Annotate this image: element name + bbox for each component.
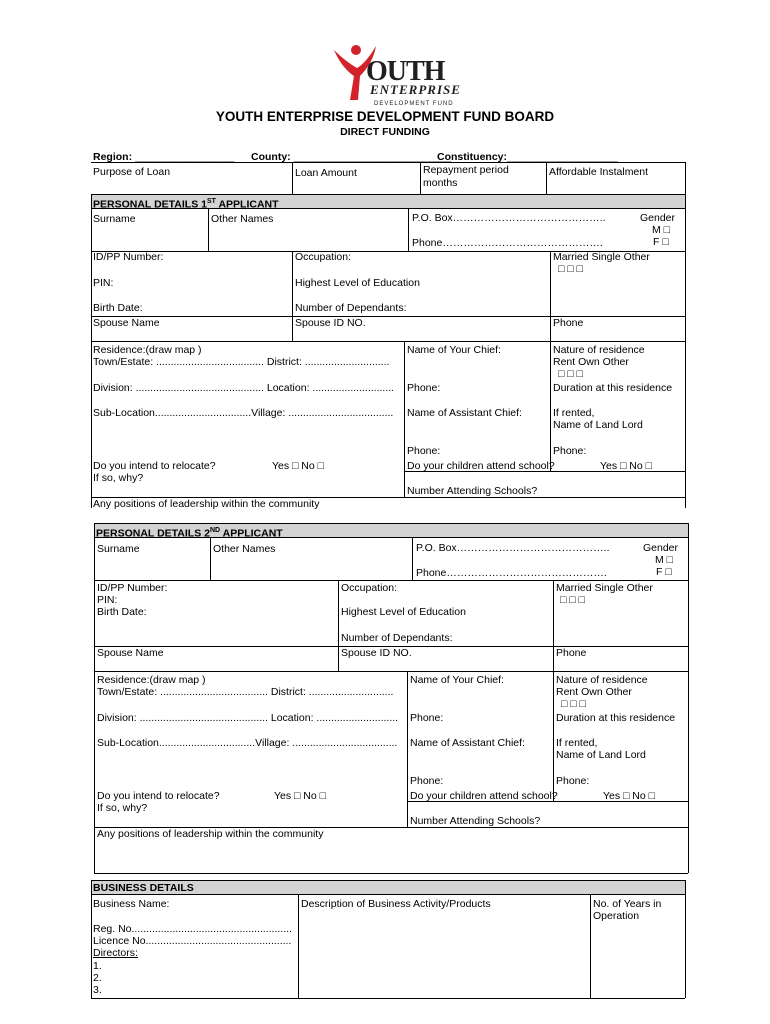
app2-chief-name-field[interactable]: Name of Your Chief: bbox=[410, 674, 504, 686]
logo-word-enterprise: ENTERPRISE bbox=[370, 82, 461, 97]
app1-dependants-field[interactable]: Number of Dependants: bbox=[295, 302, 407, 314]
app2-pin-field[interactable]: PIN: bbox=[97, 594, 118, 606]
app1-surname-field[interactable]: Surname bbox=[93, 213, 136, 225]
app1-spouse-id-field[interactable]: Spouse ID NO. bbox=[295, 317, 366, 329]
app1-marital-status-label: Married Single Other bbox=[553, 251, 650, 263]
app2-children-yes-no[interactable]: Yes □ No □ bbox=[603, 790, 655, 802]
app2-surname-field[interactable]: Surname bbox=[97, 543, 140, 555]
app1-chief-name-field[interactable]: Name of Your Chief: bbox=[407, 344, 501, 356]
business-licence-no-field[interactable]: Licence No.................................................. bbox=[93, 935, 292, 947]
app2-assistant-chief-phone-field[interactable]: Phone: bbox=[410, 775, 444, 787]
app1-num-schools-field[interactable]: Number Attending Schools? bbox=[407, 485, 538, 497]
app1-birth-date-field[interactable]: Birth Date: bbox=[93, 302, 143, 314]
app1-spouse-name-field[interactable]: Spouse Name bbox=[93, 317, 160, 329]
page-subtitle: DIRECT FUNDING bbox=[340, 126, 430, 138]
app2-sublocation-village-field[interactable]: Sub-Location.................................Village: .................................... bbox=[97, 737, 398, 749]
app2-if-rented-label: If rented, bbox=[556, 737, 598, 749]
app2-nature-residence-label: Nature of residence bbox=[556, 674, 648, 686]
app1-division-location-field[interactable]: Division: ............................................ Location: ............................ bbox=[93, 382, 395, 394]
app2-duration-field[interactable]: Duration at this residence bbox=[556, 712, 676, 724]
app1-other-names-field[interactable]: Other Names bbox=[211, 213, 274, 225]
app1-gender-male-checkbox[interactable]: M □ bbox=[652, 224, 671, 236]
app1-spouse-phone-field[interactable]: Phone bbox=[553, 317, 584, 329]
app2-residence-options: Rent Own Other bbox=[556, 686, 632, 698]
app1-duration-field[interactable]: Duration at this residence bbox=[553, 382, 673, 394]
app1-residence-checkboxes[interactable]: □ □ □ bbox=[558, 368, 583, 380]
app1-relocate-yes-no[interactable]: Yes □ No □ bbox=[272, 460, 324, 472]
app1-marital-status-checkboxes[interactable]: □ □ □ bbox=[558, 263, 583, 275]
app2-chief-phone-field[interactable]: Phone: bbox=[410, 712, 444, 724]
repayment-period-field[interactable]: Repayment period bbox=[423, 164, 509, 176]
app1-nature-residence-label: Nature of residence bbox=[553, 344, 645, 356]
app1-sublocation-village-field[interactable]: Sub-Location.................................Village: .................................... bbox=[93, 407, 394, 419]
app2-gender-female-checkbox[interactable]: F □ bbox=[656, 566, 672, 578]
app1-assistant-chief-field[interactable]: Name of Assistant Chief: bbox=[407, 407, 522, 419]
app2-spouse-name-field[interactable]: Spouse Name bbox=[97, 647, 164, 659]
business-name-field[interactable]: Business Name: bbox=[93, 898, 170, 910]
business-heading: BUSINESS DETAILS bbox=[93, 882, 194, 894]
app1-relocate-why-field[interactable]: If so, why? bbox=[93, 472, 144, 484]
app1-po-box-field[interactable]: P.O. Box…………………………………….. bbox=[412, 212, 606, 224]
app2-assistant-chief-field[interactable]: Name of Assistant Chief: bbox=[410, 737, 525, 749]
app1-relocate-question: Do you intend to relocate? bbox=[93, 460, 216, 472]
app2-birth-date-field[interactable]: Birth Date: bbox=[97, 606, 147, 618]
app1-education-field[interactable]: Highest Level of Education bbox=[295, 277, 420, 289]
app1-assistant-chief-phone-field[interactable]: Phone: bbox=[407, 445, 441, 457]
app2-landlord-field[interactable]: Name of Land Lord bbox=[556, 749, 646, 761]
repayment-months-label: months bbox=[423, 177, 458, 189]
app2-town-district-field[interactable]: Town/Estate: ..................................... District: ............................. bbox=[97, 686, 394, 698]
constituency-label: Constituency:___________________ bbox=[437, 151, 618, 163]
logo-word-outh: OUTH bbox=[366, 56, 445, 87]
region-label: Region: _________________ bbox=[93, 151, 235, 163]
app1-residence-label: Residence:(draw map ) bbox=[93, 344, 202, 356]
app2-division-location-field[interactable]: Division: ............................................ Location: ............................ bbox=[97, 712, 399, 724]
app2-gender-male-checkbox[interactable]: M □ bbox=[655, 554, 674, 566]
app2-leadership-field[interactable]: Any positions of leadership within the community bbox=[97, 828, 324, 840]
app2-po-box-field[interactable]: P.O. Box…………………………………….. bbox=[416, 542, 610, 554]
app2-marital-status-checkboxes[interactable]: □ □ □ bbox=[560, 594, 585, 606]
app2-phone-field[interactable]: Phone………………………………………. bbox=[416, 567, 607, 579]
logo bbox=[330, 42, 461, 107]
app2-residence-label: Residence:(draw map ) bbox=[97, 674, 206, 686]
app2-children-school-question: Do your children attend school? bbox=[410, 790, 558, 802]
director-2-field[interactable]: 2. bbox=[93, 972, 102, 984]
app2-spouse-phone-field[interactable]: Phone bbox=[556, 647, 587, 659]
app2-education-field[interactable]: Highest Level of Education bbox=[341, 606, 466, 618]
app2-gender-label: Gender bbox=[643, 542, 679, 554]
business-description-field[interactable]: Description of Business Activity/Products bbox=[301, 898, 491, 910]
app2-other-names-field[interactable]: Other Names bbox=[213, 543, 276, 555]
app1-children-yes-no[interactable]: Yes □ No □ bbox=[600, 460, 652, 472]
app1-gender-female-checkbox[interactable]: F □ bbox=[653, 236, 669, 248]
applicant-2-heading: PERSONAL DETAILS 2ND APPLICANT bbox=[96, 527, 283, 540]
app2-relocate-question: Do you intend to relocate? bbox=[97, 790, 220, 802]
affordable-instalment-field[interactable]: Affordable Instalment bbox=[549, 166, 649, 178]
app2-residence-checkboxes[interactable]: □ □ □ bbox=[561, 698, 586, 710]
app1-landlord-field[interactable]: Name of Land Lord bbox=[553, 419, 643, 431]
app1-id-number-field[interactable]: ID/PP Number: bbox=[93, 251, 164, 263]
app2-relocate-why-field[interactable]: If so, why? bbox=[97, 802, 148, 814]
app2-dependants-field[interactable]: Number of Dependants: bbox=[341, 632, 453, 644]
app2-id-number-field[interactable]: ID/PP Number: bbox=[97, 582, 168, 594]
app1-town-district-field[interactable]: Town/Estate: ..................................... District: ............................. bbox=[93, 356, 390, 368]
app1-gender-label: Gender bbox=[640, 212, 676, 224]
app1-if-rented-label: If rented, bbox=[553, 407, 595, 419]
app2-occupation-field[interactable]: Occupation: bbox=[341, 582, 398, 594]
page-title: YOUTH ENTERPRISE DEVELOPMENT FUND BOARD bbox=[215, 109, 555, 124]
app1-chief-phone-field[interactable]: Phone: bbox=[407, 382, 441, 394]
business-directors-label: Directors: bbox=[93, 947, 138, 959]
business-years-label: Operation bbox=[593, 910, 640, 922]
loan-amount-field[interactable]: Loan Amount bbox=[295, 167, 357, 179]
director-3-field[interactable]: 3. bbox=[93, 984, 102, 996]
app1-occupation-field[interactable]: Occupation: bbox=[295, 251, 352, 263]
purpose-of-loan-field[interactable]: Purpose of Loan bbox=[93, 166, 171, 178]
county-label: County: ___________________________ bbox=[251, 151, 452, 163]
business-reg-no-field[interactable]: Reg. No....................................................... bbox=[93, 923, 292, 935]
app1-phone-field[interactable]: Phone………………………………………. bbox=[412, 237, 603, 249]
applicant-1-heading: PERSONAL DETAILS 1ST APPLICANT bbox=[93, 198, 279, 211]
app1-residence-options: Rent Own Other bbox=[553, 356, 629, 368]
app1-landlord-phone-field[interactable]: Phone: bbox=[553, 445, 587, 457]
app2-landlord-phone-field[interactable]: Phone: bbox=[556, 775, 590, 787]
app2-relocate-yes-no[interactable]: Yes □ No □ bbox=[274, 790, 326, 802]
app2-spouse-id-field[interactable]: Spouse ID NO. bbox=[341, 647, 412, 659]
app2-marital-status-label: Married Single Other bbox=[556, 582, 653, 594]
app1-leadership-field[interactable]: Any positions of leadership within the community bbox=[93, 498, 320, 510]
app1-pin-field[interactable]: PIN: bbox=[93, 277, 114, 289]
business-years-field[interactable]: No. of Years in bbox=[593, 898, 662, 910]
app1-children-school-question: Do your children attend school? bbox=[407, 460, 555, 472]
logo-word-fund: DEVELOPMENT FUND bbox=[374, 101, 454, 107]
director-1-field[interactable]: 1. bbox=[93, 960, 102, 972]
app2-num-schools-field[interactable]: Number Attending Schools? bbox=[410, 815, 541, 827]
